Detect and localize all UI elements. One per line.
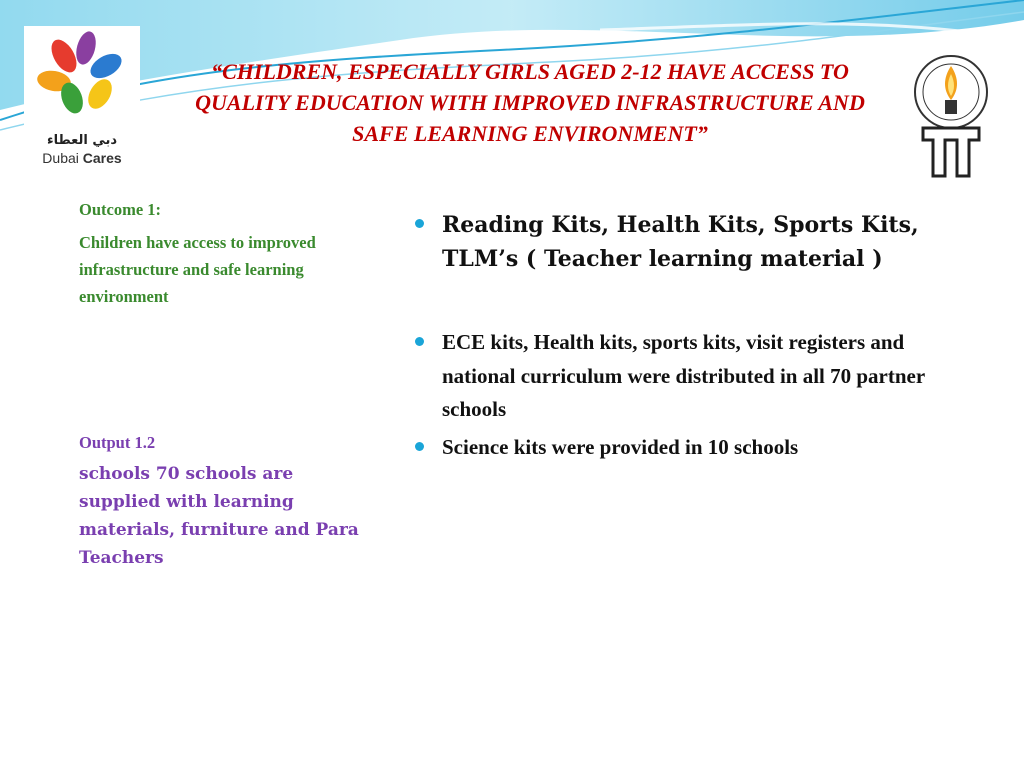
idara-taleem-logo bbox=[905, 44, 997, 184]
slide-title: “CHILDREN, ESPECIALLY GIRLS AGED 2-12 HAVE ACCESS TO QUALITY EDUCATION WITH IMPROVED INFRASTRUCTURE AND SAFE LEARNING ENVIRONMENT” bbox=[195, 59, 865, 146]
outcome-section bbox=[79, 196, 379, 310]
bullet-dot-icon bbox=[415, 442, 424, 451]
bullet-dot-icon bbox=[415, 337, 424, 346]
bullet-item bbox=[412, 326, 972, 427]
logo-english-dubai: Dubai bbox=[42, 150, 79, 166]
output-description: schools 70 schools are supplied with learning materials, furniture and Para Teachers bbox=[79, 464, 359, 568]
hands-logo-icon bbox=[24, 26, 140, 126]
logo-arabic-text: دبي العطاء bbox=[46, 133, 118, 148]
outcome-description: Children have access to improved infrastructure and safe learning environment bbox=[79, 233, 316, 306]
logo-english-cares: Cares bbox=[82, 150, 122, 166]
bullet-text: ECE kits, Health kits, sports kits, visit registers and national curriculum were distributed in all 70 partner schools bbox=[442, 330, 925, 421]
logo-english-text bbox=[24, 150, 140, 166]
output-section bbox=[79, 430, 379, 572]
bullet-text: Science kits were provided in 10 schools bbox=[442, 434, 799, 459]
bullet-item bbox=[412, 431, 972, 465]
bullet-list bbox=[412, 208, 972, 464]
bullet-item bbox=[412, 208, 972, 276]
bullet-text: Reading Kits, Health Kits, Sports Kits, TLM’s ( Teacher learning material ) bbox=[442, 212, 919, 272]
lamp-logo-icon bbox=[905, 44, 997, 184]
dubai-cares-logo bbox=[24, 26, 140, 178]
outcome-title: Outcome 1: bbox=[79, 200, 162, 219]
bullet-dot-icon bbox=[415, 219, 424, 228]
output-title: Output 1.2 bbox=[79, 433, 156, 452]
